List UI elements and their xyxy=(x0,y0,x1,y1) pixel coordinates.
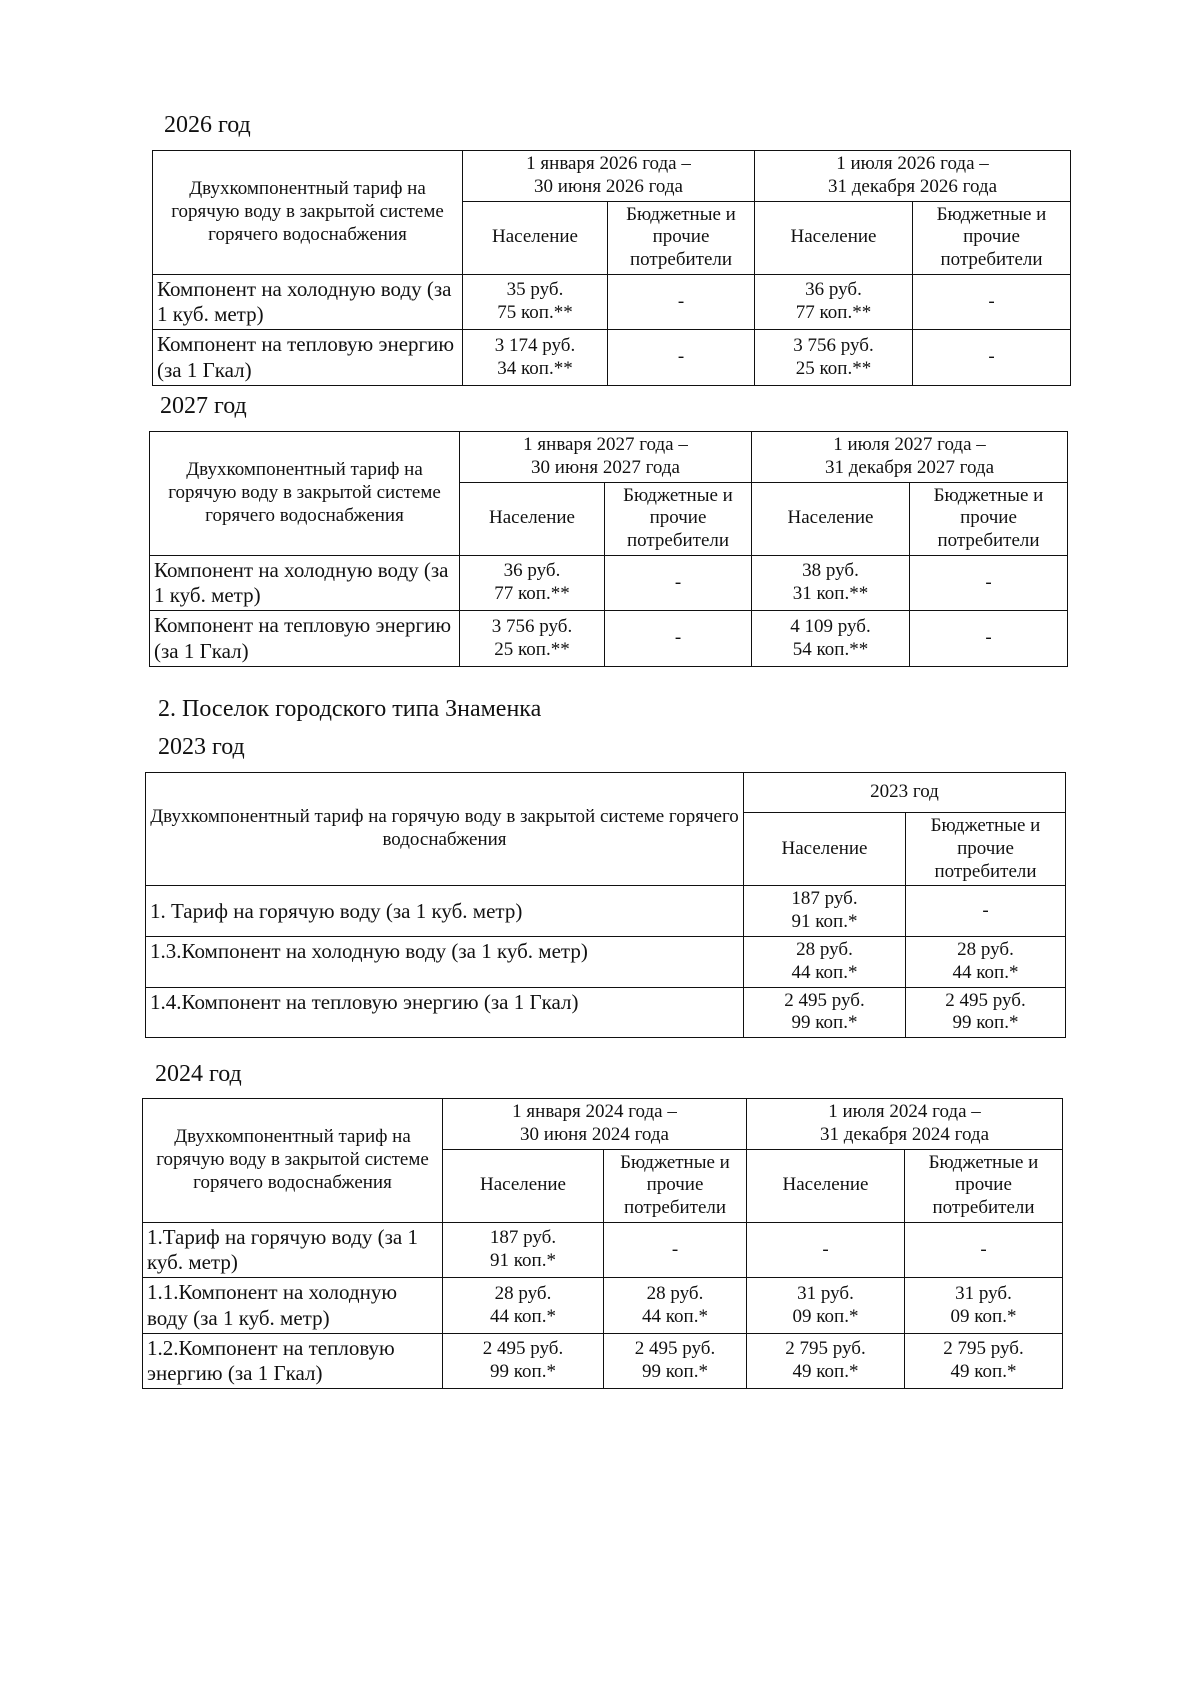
header-label: Двухкомпонентный тариф на горячую воду в закрытой системе горячего водоснабжения xyxy=(146,773,744,886)
row-label: 1.3.Компонент на холодную воду (за 1 куб. метр) xyxy=(146,936,744,987)
subheader-population: Население xyxy=(755,201,913,274)
cell-value: 28 руб. 44 коп.* xyxy=(443,1278,604,1333)
cell-value: 2 795 руб. 49 коп.* xyxy=(747,1333,905,1388)
cell-value: - xyxy=(747,1222,905,1277)
cell-value: 3 756 руб. 25 коп.** xyxy=(460,611,605,666)
cell-value: - xyxy=(605,555,752,610)
cell-value: 187 руб. 91 коп.* xyxy=(744,886,906,937)
subheader-budget: Бюджетные и прочие потребители xyxy=(604,1149,747,1222)
table-row xyxy=(150,611,1068,666)
tariff-table-2027 xyxy=(149,431,1068,667)
cell-value: - xyxy=(913,274,1071,329)
cell-value: 2 795 руб. 49 коп.* xyxy=(905,1333,1063,1388)
cell-value: - xyxy=(608,274,755,329)
row-label: 1.1.Компонент на холодную воду (за 1 куб. метр) xyxy=(143,1278,443,1333)
tariff-table-2024 xyxy=(142,1098,1063,1389)
year-title-2024: 2024 год xyxy=(155,1061,242,1087)
row-label: 1.Тариф на горячую воду (за 1 куб. метр) xyxy=(143,1222,443,1277)
year-title-2023: 2023 год xyxy=(158,734,245,760)
section-heading: 2. Поселок городского типа Знаменка xyxy=(158,696,542,722)
cell-value: 31 руб. 09 коп.* xyxy=(747,1278,905,1333)
subheader-population: Население xyxy=(747,1149,905,1222)
cell-value: - xyxy=(910,611,1068,666)
period-header: 1 января 2027 года – 30 июня 2027 года xyxy=(460,432,752,483)
cell-value: 2 495 руб. 99 коп.* xyxy=(604,1333,747,1388)
period-header: 1 июля 2024 года – 31 декабря 2024 года xyxy=(747,1099,1063,1150)
cell-value: 36 руб. 77 коп.** xyxy=(755,274,913,329)
row-label: 1.4.Компонент на тепловую энергию (за 1 Гкал) xyxy=(146,987,744,1038)
cell-value: 31 руб. 09 коп.* xyxy=(905,1278,1063,1333)
period-header: 1 июля 2026 года – 31 декабря 2026 года xyxy=(755,151,1071,202)
cell-value: 4 109 руб. 54 коп.** xyxy=(752,611,910,666)
cell-value: - xyxy=(910,555,1068,610)
cell-value: 28 руб. 44 коп.* xyxy=(744,936,906,987)
header-label: Двухкомпонентный тариф на горячую воду в закрытой системе горячего водоснабжения xyxy=(143,1099,443,1223)
cell-value: 28 руб. 44 коп.* xyxy=(604,1278,747,1333)
row-label: Компонент на тепловую энергию (за 1 Гкал) xyxy=(153,330,463,385)
table-row xyxy=(150,555,1068,610)
cell-value: 2 495 руб. 99 коп.* xyxy=(744,987,906,1038)
table-row xyxy=(153,274,1071,329)
subheader-population: Население xyxy=(443,1149,604,1222)
subheader-budget: Бюджетные и прочие потребители xyxy=(905,1149,1063,1222)
year-title-2027: 2027 год xyxy=(160,393,247,419)
subheader-budget: Бюджетные и прочие потребители xyxy=(608,201,755,274)
table-row xyxy=(146,987,1066,1038)
cell-value: 28 руб. 44 коп.* xyxy=(906,936,1066,987)
period-header: 2023 год xyxy=(744,773,1066,813)
subheader-budget: Бюджетные и прочие потребители xyxy=(910,482,1068,555)
tariff-table-2023 xyxy=(145,772,1066,1038)
cell-value: - xyxy=(605,611,752,666)
period-header: 1 января 2026 года – 30 июня 2026 года xyxy=(463,151,755,202)
cell-value: 2 495 руб. 99 коп.* xyxy=(906,987,1066,1038)
cell-value: 3 756 руб. 25 коп.** xyxy=(755,330,913,385)
cell-value: - xyxy=(604,1222,747,1277)
cell-value: 187 руб. 91 коп.* xyxy=(443,1222,604,1277)
row-label: Компонент на холодную воду (за 1 куб. метр) xyxy=(150,555,460,610)
table-row xyxy=(143,1333,1063,1388)
table-row xyxy=(146,886,1066,937)
row-label: 1.2.Компонент на тепловую энергию (за 1 Гкал) xyxy=(143,1333,443,1388)
cell-value: - xyxy=(608,330,755,385)
period-header: 1 июля 2027 года – 31 декабря 2027 года xyxy=(752,432,1068,483)
cell-value: 35 руб. 75 коп.** xyxy=(463,274,608,329)
cell-value: - xyxy=(905,1222,1063,1277)
cell-value: 36 руб. 77 коп.** xyxy=(460,555,605,610)
cell-value: - xyxy=(913,330,1071,385)
table-row xyxy=(146,936,1066,987)
row-label: 1. Тариф на горячую воду (за 1 куб. метр) xyxy=(146,886,744,937)
subheader-population: Население xyxy=(744,813,906,886)
subheader-budget: Бюджетные и прочие потребители xyxy=(913,201,1071,274)
period-header: 1 января 2024 года – 30 июня 2024 года xyxy=(443,1099,747,1150)
subheader-budget: Бюджетные и прочие потребители xyxy=(906,813,1066,886)
tariff-table-2026 xyxy=(152,150,1071,386)
subheader-budget: Бюджетные и прочие потребители xyxy=(605,482,752,555)
subheader-population: Население xyxy=(752,482,910,555)
table-row xyxy=(153,330,1071,385)
cell-value: 38 руб. 31 коп.** xyxy=(752,555,910,610)
table-row xyxy=(143,1278,1063,1333)
header-label: Двухкомпонентный тариф на горячую воду в закрытой системе горячего водоснабжения xyxy=(150,432,460,556)
row-label: Компонент на холодную воду (за 1 куб. метр) xyxy=(153,274,463,329)
header-label: Двухкомпонентный тариф на горячую воду в закрытой системе горячего водоснабжения xyxy=(153,151,463,275)
year-title-2026: 2026 год xyxy=(164,112,251,138)
subheader-population: Население xyxy=(463,201,608,274)
table-row xyxy=(143,1222,1063,1277)
cell-value: 2 495 руб. 99 коп.* xyxy=(443,1333,604,1388)
row-label: Компонент на тепловую энергию (за 1 Гкал) xyxy=(150,611,460,666)
cell-value: 3 174 руб. 34 коп.** xyxy=(463,330,608,385)
cell-value: - xyxy=(906,886,1066,937)
subheader-population: Население xyxy=(460,482,605,555)
